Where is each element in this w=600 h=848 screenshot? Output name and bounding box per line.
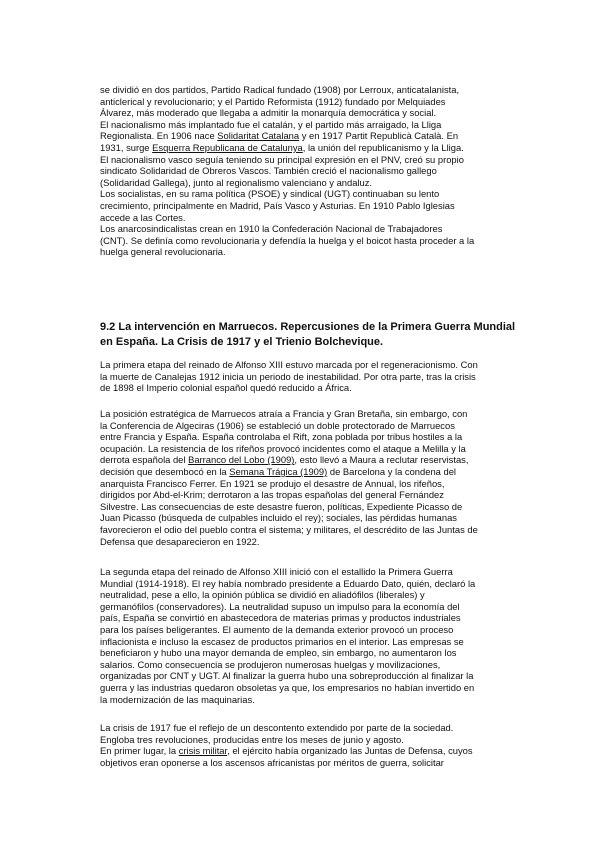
text-line: la Conferencia de Algeciras (1906) se estableció un doble protectorado de Marruecos (100, 419, 455, 431)
text-line: Mundial (1914-1918). El rey había nombrado presidente a Eduardo Dato, quién, declaró la (100, 577, 476, 589)
underlined-link[interactable]: Barranco del Lobo (1909) (188, 454, 295, 466)
text-line: Álvarez, más moderado que llegaba a admitir la monarquía democrática y social. (100, 107, 437, 119)
text-line: El nacionalismo vasco seguía teniendo su principal expresión en el PNV, creó su propio (100, 153, 464, 165)
text-line: anticlerical y revolucionario; y el Partido Reformista (1912) fundado por Melquiades (100, 95, 446, 107)
text-line: ocupación. La resistencia de los rifeños provocó incidentes como el ataque a Melilla y la (100, 442, 466, 454)
text-line: crecimiento, principalmente en Madrid, País Vasco y Asturias. En 1910 Pablo Iglesias (100, 199, 455, 211)
text-fragment: , el ejército había organizado las Juntas de Defensa, cuyos (227, 745, 473, 757)
underlined-link[interactable]: Semana Trágica (1909) (229, 465, 328, 477)
text-line: organizadas por CNT y UGT. Al finalizar la guerra hubo una sobreproducción al finalizar la (100, 670, 474, 682)
text-line: anarquista Francisco Ferrer. En 1921 se produjo el desastre de Annual, los rifeños, (100, 477, 445, 489)
text-line: la modernización de las maquinarias. (100, 693, 255, 705)
text-fragment: , esto llevó a Maura a reclutar reservistas, (294, 454, 469, 466)
text-line: sindicato Solidaridad de Obreros Vascos. También creció el nacionalismo gallego (100, 165, 437, 177)
underlined-link[interactable]: Esquerra Republicana de Catalunya (152, 141, 303, 153)
text-line: Engloba tres revoluciones, producidas entre los meses de junio y agosto. (100, 733, 404, 745)
text-line (100, 130, 520, 142)
text-line (100, 466, 520, 478)
text-line: salarios. Como consecuencia se produjeron numerosas huelgas y movilizaciones, (100, 658, 441, 670)
text-line: Defensa que desaparecieron en 1922. (100, 535, 260, 547)
text-line: (CNT). Se definía como revolucionaria y defendía la huelga y el boicot hasta proceder a la (100, 234, 475, 246)
text-line: Juan Picasso (búsqueda de culpables incluido el rey); sociales, las pérdidas humanas (100, 512, 457, 524)
text-line: beneficiaron y hubo una mayor demanda de empleo, sin embargo, no aumentaron los (100, 647, 457, 659)
text-line: para los países beligerantes. El aumento de la demanda exterior provocó un proceso (100, 623, 454, 635)
underlined-link[interactable]: Solidaritat Catalana (217, 130, 300, 142)
text-line: inflacionista e incluso la escasez de productos primarios en el interior. Las empresas se (100, 635, 464, 647)
paragraph-primera-guerra (100, 566, 520, 705)
text-line: germanófilos (conservadores). La neutralidad supuso un impulso para la economía del (100, 600, 460, 612)
text-line: se dividió en dos partidos, Partido Radical fundado (1908) por Lerroux, anticatalanista, (100, 84, 460, 95)
text-fragment: decisión que desembocó en la (100, 465, 230, 477)
text-line: país, España se convirtió en abastecedora de materias primas y productos industriales (100, 612, 461, 624)
text-fragment: 1931, surge (100, 141, 153, 153)
text-line: neutralidad, pese a ello, la opinión pública se dividió en aliadófilos (liberales) y (100, 589, 425, 601)
text-line: huelga general revolucionaria. (100, 246, 226, 258)
underlined-link[interactable]: crisis militar (178, 745, 228, 757)
text-line: (Solidaridad Gallega), junto al regionalismo valenciano y andaluz. (100, 176, 373, 188)
text-fragment: y en 1917 Partit Republicà Català. En (299, 130, 459, 142)
text-fragment: derrota española del (100, 454, 189, 466)
text-line: La posición estratégica de Marruecos atraía a Francia y Gran Bretaña, sin embargo, con (100, 408, 468, 419)
text-line: guerra y las industrias quedaron obsoletas ya que, los empresarios no habían invertido en (100, 681, 475, 693)
text-line: entre Francia y España. España controlaba el Rift, zona poblada por tribus hostiles a la (100, 431, 463, 443)
text-line (100, 454, 520, 466)
text-line: Los socialistas, en su rama política (PSOE) y sindical (UGT) continuaban su lento (100, 188, 440, 200)
text-line: La crisis de 1917 fue el reflejo de un descontento extendido por parte de la sociedad. (100, 722, 454, 733)
text-line: la muerte de Canalejas 1912 inicia un periodo de inestabilidad. Por otra parte, tras la crisis (100, 370, 476, 382)
text-fragment: Regionalista. En 1906 nace (100, 130, 218, 142)
text-line: accede a las Cortes. (100, 211, 186, 223)
paragraph-parties (100, 84, 520, 258)
text-line (100, 745, 520, 757)
text-line: objetivos eran oponerse a los ascensos africanistas por méritos de guerra, solicitar (100, 756, 444, 768)
text-fragment: En primer lugar, la (100, 745, 179, 757)
text-line: El nacionalismo más implantado fue el catalán, y el partido más arraigado, la Lliga (100, 118, 442, 130)
paragraph-regeneracionismo (100, 359, 520, 394)
text-line: favorecieron el odio del pueblo contra el sistema; y militares, el descrédito de las Juntas de (100, 523, 478, 535)
heading-line: 9.2 La intervención en Marruecos. Repercusiones de la Primera Guerra Mundial (100, 321, 516, 333)
text-line: La primera etapa del reinado de Alfonso XIII estuvo marcada por el regeneracionismo. Con (100, 359, 478, 370)
text-line (100, 142, 520, 154)
text-fragment: , la unión del republicanismo y la Lliga. (302, 141, 464, 153)
text-line: de 1898 el Imperio colonial español quedó reducido a África. (100, 382, 352, 394)
paragraph-crisis-1917 (100, 722, 520, 768)
text-fragment: de Barcelona y la condena del (327, 465, 456, 477)
heading-line: en España. La Crisis de 1917 y el Trienio Bolchevique. (100, 335, 384, 348)
paragraph-marruecos (100, 408, 520, 547)
text-line: Los anarcosindicalistas crean en 1910 la Confederación Nacional de Trabajadores (100, 223, 443, 235)
text-line: Silvestre. Las consecuencias de este desastre fueron, políticas, Expediente Picasso de (100, 500, 463, 512)
section-heading (100, 320, 520, 349)
text-line: La segunda etapa del reinado de Alfonso XIII inició con el estallido la Primera Guerra (100, 566, 453, 577)
text-line: dirigidos por Abd-el-Krim; derrotaron a las tropas españolas del general Fernández (100, 489, 444, 501)
